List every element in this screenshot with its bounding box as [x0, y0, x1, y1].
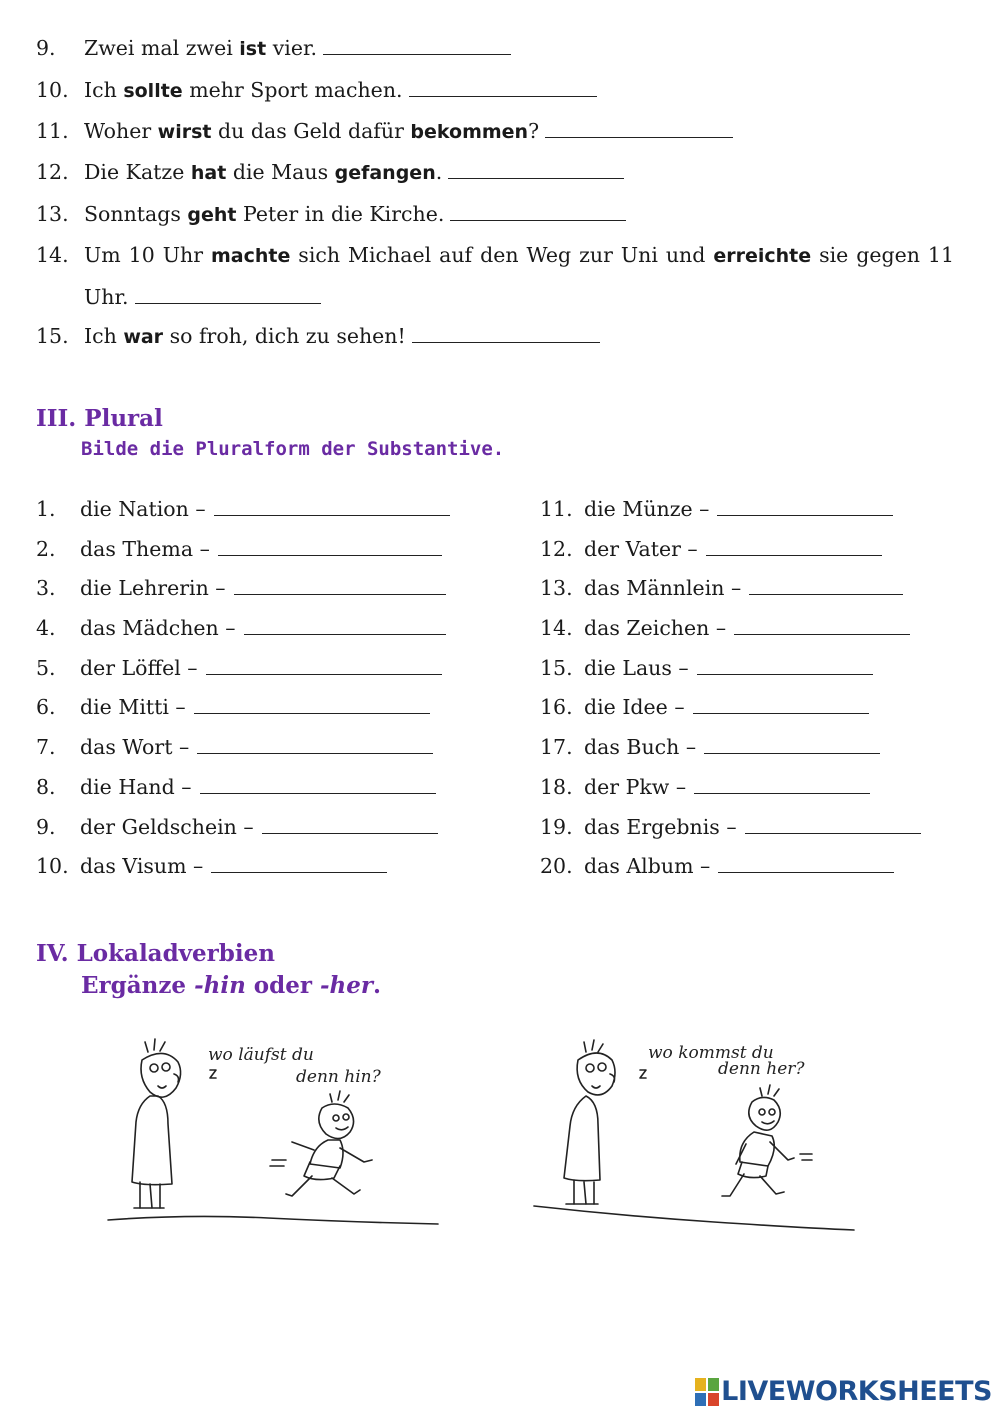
plural-answer-blank[interactable] [706, 539, 882, 556]
bold-verb: bekommen [410, 121, 529, 143]
plural-noun: der Pkw – [584, 774, 687, 799]
answer-blank[interactable] [412, 324, 600, 343]
plural-item-16 [540, 688, 960, 728]
plural-noun: der Löffel – [80, 655, 198, 680]
sentence-number: 10. [36, 78, 69, 102]
plural-number: 2. [36, 536, 56, 561]
sentence-15 [36, 316, 954, 358]
plural-item-5 [36, 649, 476, 689]
sentence-14 [36, 235, 954, 318]
answer-blank[interactable] [448, 160, 624, 179]
plural-noun: die Münze – [584, 497, 710, 521]
plural-noun: das Männlein – [584, 576, 742, 601]
plural-answer-blank[interactable] [262, 817, 438, 834]
speech-bubble-1-line-2: denn hin? [296, 1067, 381, 1087]
bold-verb: sollte [123, 80, 183, 102]
sentence-number: 12. [36, 160, 69, 184]
plural-noun: das Visum – [80, 854, 204, 879]
plural-number: 10. [36, 854, 69, 879]
plural-answer-blank[interactable] [697, 658, 873, 675]
sentence-fragment: vier. [266, 36, 318, 60]
plural-number: 8. [36, 774, 56, 799]
answer-blank[interactable] [450, 202, 626, 221]
plural-noun: die Mitti – [80, 695, 186, 720]
section-3-instruction: Bilde die Pluralform der Substantive. [81, 438, 505, 460]
sentence-text [84, 28, 954, 70]
sentence-fragment: Woher [84, 119, 158, 143]
bold-verb: machte [210, 245, 291, 267]
plural-noun: das Wort – [80, 735, 190, 760]
plural-noun: die Idee – [584, 695, 685, 720]
sentence-text [84, 235, 954, 318]
plural-item-13 [540, 569, 960, 609]
sentence-fragment: Ich [84, 78, 124, 102]
plural-list-right [540, 490, 960, 887]
plural-noun: der Vater – [584, 536, 698, 561]
plural-item-20 [540, 847, 960, 887]
sentence-fragment: mehr Sport machen. [182, 78, 403, 102]
sentence-text [84, 316, 954, 358]
plural-number: 18. [540, 774, 573, 799]
plural-answer-blank[interactable] [218, 539, 442, 556]
plural-noun: das Ergebnis – [584, 814, 737, 839]
plural-answer-blank[interactable] [200, 777, 436, 794]
section-4-instruction: Ergänze -hin oder -her. [81, 972, 382, 999]
sentence-number: 15. [36, 324, 69, 348]
plural-noun: das Zeichen – [584, 616, 727, 641]
plural-noun: der Geldschein – [80, 814, 254, 839]
plural-item-18 [540, 768, 960, 808]
plural-noun: die Nation – [80, 497, 206, 521]
plural-number: 1. [36, 497, 56, 521]
plural-item-8 [36, 768, 476, 808]
sentence-fragment: Die Katze [84, 160, 191, 184]
sentence-fragment: Sonntags [84, 202, 188, 226]
plural-answer-blank[interactable] [197, 737, 433, 754]
plural-answer-blank[interactable] [211, 856, 387, 873]
speech-bubble-1-line-1: wo läufst du [208, 1045, 314, 1065]
plural-number: 9. [36, 814, 56, 839]
plural-answer-blank[interactable] [745, 817, 921, 834]
plural-number: 11. [540, 497, 573, 521]
sentence-number: 13. [36, 202, 69, 226]
liveworksheets-logo-text: LIVEWORKSHEETS [721, 1376, 992, 1407]
plural-answer-blank[interactable] [694, 777, 870, 794]
plural-number: 13. [540, 576, 573, 601]
speech-bubble-2-line-2: denn her? [718, 1059, 805, 1079]
sentence-text [84, 194, 954, 236]
sentence-11 [36, 111, 954, 153]
plural-answer-blank[interactable] [244, 618, 446, 635]
answer-blank[interactable] [409, 78, 597, 97]
sentence-fragment: Um 10 Uhr [84, 243, 211, 267]
plural-answer-blank[interactable] [704, 737, 880, 754]
sentence-text [84, 70, 954, 112]
plural-item-17 [540, 728, 960, 768]
plural-answer-blank[interactable] [194, 697, 430, 714]
plural-answer-blank[interactable] [734, 618, 910, 635]
sentence-fragment: die Maus [226, 160, 335, 184]
plural-answer-blank[interactable] [693, 697, 869, 714]
sentence-9 [36, 28, 954, 70]
plural-answer-blank[interactable] [749, 578, 903, 595]
plural-answer-blank[interactable] [717, 499, 893, 516]
sentence-12 [36, 152, 954, 194]
plural-item-4 [36, 609, 476, 649]
plural-item-19 [540, 808, 960, 848]
plural-noun: die Laus – [584, 655, 689, 680]
answer-blank[interactable] [323, 36, 511, 55]
bold-verb: gefangen [334, 162, 436, 184]
plural-item-12 [540, 530, 960, 570]
plural-noun: das Album – [584, 854, 711, 879]
plural-item-10 [36, 847, 476, 887]
plural-list-left [36, 490, 476, 887]
bold-verb: erreichte [713, 245, 812, 267]
plural-number: 4. [36, 616, 56, 641]
speech-bubble-2-line-1: wo kommst du [648, 1043, 774, 1063]
sentence-fragment: sie gegen 11 Uhr. [84, 243, 954, 309]
plural-item-14 [540, 609, 960, 649]
sentence-text [84, 152, 954, 194]
sentence-fragment: Peter in die Kirche. [236, 202, 445, 226]
sentence-fragment: du das Geld dafür [211, 119, 411, 143]
plural-item-9 [36, 808, 476, 848]
sentence-13 [36, 194, 954, 236]
plural-number: 5. [36, 655, 56, 680]
bold-verb: war [123, 326, 164, 348]
bold-verb: ist [239, 38, 267, 60]
liveworksheets-logo[interactable] [695, 1376, 992, 1407]
plural-noun: die Hand – [80, 774, 192, 799]
sentence-fragment: . [435, 160, 443, 184]
section-3-title: III. Plural [36, 405, 163, 432]
plural-answer-blank[interactable] [718, 856, 894, 873]
plural-number: 17. [540, 735, 573, 760]
plural-noun: das Mädchen – [80, 616, 236, 641]
section-4-title: IV. Lokaladverbien [36, 940, 275, 967]
cartoon-running-away [100, 1030, 440, 1230]
bold-verb: hat [190, 162, 227, 184]
plural-noun: das Thema – [80, 536, 210, 561]
plural-number: 7. [36, 735, 56, 760]
plural-item-1 [36, 490, 476, 530]
answer-blank[interactable] [135, 285, 321, 304]
plural-number: 14. [540, 616, 573, 641]
plural-number: 20. [540, 854, 573, 879]
sentence-number: 9. [36, 36, 56, 60]
bold-verb: wirst [157, 121, 212, 143]
sentence-fragment: Zwei mal zwei [84, 36, 240, 60]
sentence-fragment: so froh, dich zu sehen! [163, 324, 406, 348]
plural-item-3 [36, 569, 476, 609]
sentence-fragment: sich Michael auf den Weg zur Uni und [290, 243, 714, 267]
sentence-number: 11. [36, 119, 69, 143]
plural-number: 16. [540, 695, 573, 720]
plural-item-15 [540, 649, 960, 689]
sentence-10 [36, 70, 954, 112]
plural-answer-blank[interactable] [214, 499, 450, 516]
plural-answer-blank[interactable] [206, 658, 442, 675]
plural-noun: das Buch – [584, 735, 697, 760]
liveworksheets-logo-icon [695, 1378, 719, 1406]
plural-answer-blank[interactable] [234, 578, 446, 595]
bold-verb: geht [187, 204, 237, 226]
plural-item-11 [540, 490, 960, 530]
plural-item-2 [36, 530, 476, 570]
plural-number: 6. [36, 695, 56, 720]
plural-number: 12. [540, 536, 573, 561]
plural-number: 15. [540, 655, 573, 680]
sentence-text [84, 111, 954, 153]
plural-noun: die Lehrerin – [80, 576, 226, 601]
sentence-number: 14. [36, 243, 69, 267]
plural-item-6 [36, 688, 476, 728]
answer-blank[interactable] [545, 119, 733, 138]
plural-number: 19. [540, 814, 573, 839]
plural-item-7 [36, 728, 476, 768]
plural-number: 3. [36, 576, 56, 601]
sentence-fragment: ? [528, 119, 540, 143]
cartoon-coming-towards [530, 1030, 860, 1240]
sentence-fragment: Ich [84, 324, 124, 348]
